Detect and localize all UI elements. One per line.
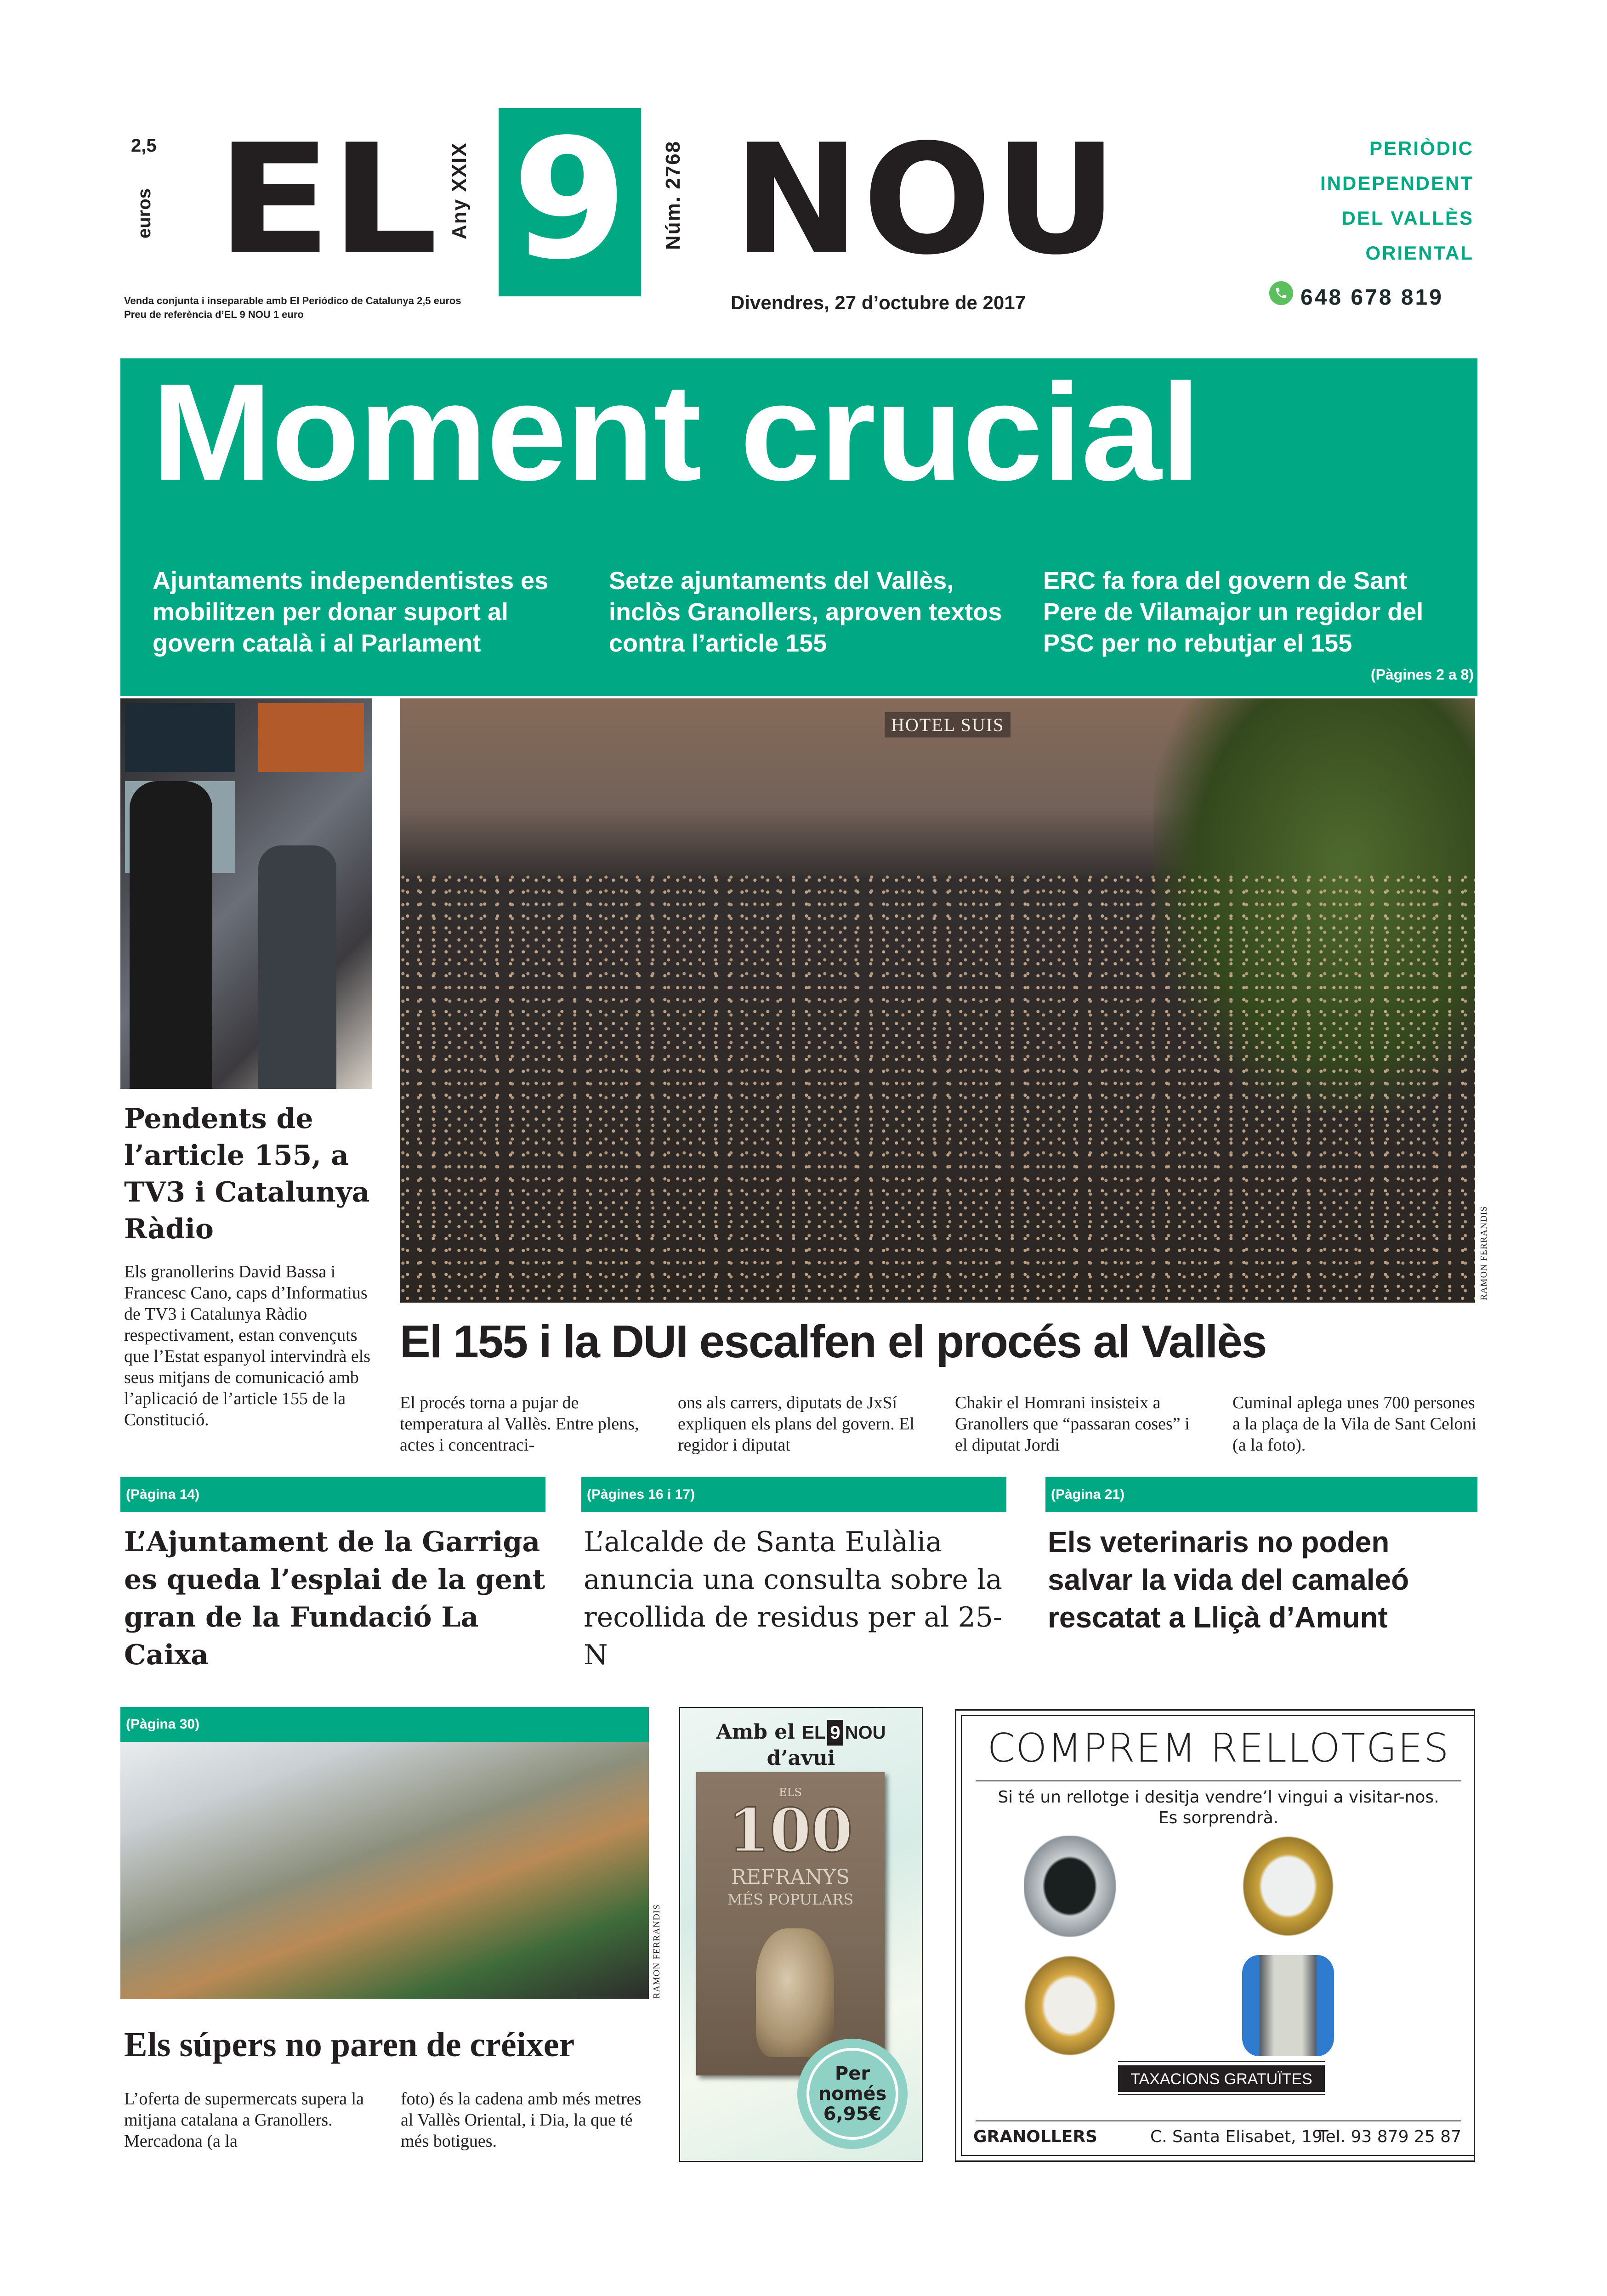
supermarket-photo [120, 1742, 649, 1999]
price: 2,5 [131, 136, 157, 156]
price-badge [797, 2039, 908, 2149]
logo-nine: 9 [512, 103, 628, 296]
whatsapp-phone[interactable]: 648 678 819 [1300, 285, 1443, 310]
book-title-line: REFRANYS [731, 1865, 850, 1889]
tv-studio-photo [120, 698, 372, 1089]
tagline-line: DEL VALLÈS [1341, 207, 1474, 229]
watch-ad-subtitle-2: Es sorprendrà. [1158, 1808, 1279, 1827]
page-ref-16-17 [581, 1477, 1006, 1512]
sale-note [124, 294, 461, 322]
left-story-body: Els granollerins David Bassa i Francesc Cano, caps d’Informatius de TV3 i Catalunya Ràdio respectivament, estan convençuts que l’Estat espanyol intervindrà els seus mitjans de comunicació amb l’aplicació de l’article 155 de la Constitució. [124, 1262, 371, 1429]
book-ad[interactable] [679, 1707, 923, 2162]
section-headline-veterinaris[interactable]: Els veterinaris no poden salvar la vida del camaleó rescatat a Lliçà d’Amunt [1048, 1525, 1409, 1634]
price-badge-inner [806, 2048, 898, 2140]
page-ref-label: (Pàgina 14) [126, 1487, 200, 1502]
watch-ad-frame [961, 1715, 1475, 2156]
page-ref-label: (Pàgina 21) [1051, 1487, 1125, 1502]
tagline-line: PERIÒDIC [1369, 137, 1474, 159]
book-cover [696, 1772, 885, 2075]
main-story-col-1: El procés torna a pujar de temperatura al Vallès. Entre plens, actes i concentraci- [400, 1393, 639, 1455]
tagline-line: ORIENTAL [1365, 242, 1474, 264]
price-badge-line1: Per [835, 2063, 870, 2084]
watch-square-icon [1242, 1955, 1334, 2056]
tagline [1320, 131, 1474, 271]
watch-ad-subtitle-1: Si té un rellotge i desitja vendre’l vingui a visitar-nos. [998, 1788, 1439, 1807]
sale-note-line-1: Venda conjunta i inseparable amb El Periódico de Catalunya 2,5 euros [124, 295, 461, 306]
watch-gold-icon [1242, 1836, 1334, 1937]
watch-chrono-icon [1024, 1955, 1116, 2056]
book-ad-prefix: Amb el [716, 1720, 795, 1744]
page-ref-21 [1045, 1477, 1477, 1512]
super-story-headline[interactable]: Els súpers no paren de créixer [124, 2025, 575, 2064]
lead-summary-3[interactable]: ERC fa fora del govern de Sant Pere de Vilamajor un regidor del PSC per no rebutjar el 155 [1043, 567, 1424, 657]
hotel-sign: HOTEL SUIS [885, 712, 1011, 737]
lead-headline[interactable]: Moment crucial [152, 355, 1200, 509]
page-ref-label: (Pàgina 30) [126, 1717, 200, 1732]
tagline-line: INDEPENDENT [1320, 172, 1474, 194]
mini-logo [802, 1723, 886, 1743]
divider [976, 1780, 1461, 1781]
book-title [696, 1866, 885, 1910]
mini-logo-nine: 9 [827, 1720, 843, 1746]
price-badge-price: 6,95€ [823, 2103, 882, 2125]
watch-ad-phone[interactable]: Tel. 93 879 25 87 [1318, 2127, 1461, 2146]
photo-credit: RAMON FERRANDIS [1479, 1206, 1489, 1300]
book-ad-title [680, 1719, 922, 1771]
main-story-col-4: Cuminal aplega unes 700 persones a la plaça de la Vila de Sant Celoni (a la foto). [1232, 1393, 1476, 1455]
watch-ad-city: GRANOLLERS [973, 2127, 1097, 2146]
watch-ad[interactable] [955, 1709, 1475, 2162]
free-appraisal-badge: TAXACIONS GRATUÏTES [1118, 2065, 1325, 2092]
sale-note-line-2: Preu de referència d’EL 9 NOU 1 euro [124, 309, 304, 320]
price-unit: euros [134, 188, 154, 239]
main-story-col-2: ons als carrers, diputats de JxSí expliquen els plans del govern. El regidor i diputat [678, 1393, 914, 1455]
book-small: ELS [779, 1786, 802, 1799]
year-label: Any XXIX [448, 142, 471, 239]
whatsapp-icon [1269, 281, 1293, 305]
book-number: 100 [728, 1795, 853, 1865]
left-story-headline[interactable]: Pendents de l’article 155, a TV3 i Catalunya Ràdio [124, 1103, 370, 1245]
book-subtitle-line: MÉS POPULARS [727, 1891, 854, 1908]
divider [1118, 2061, 1325, 2062]
main-story-headline[interactable]: El 155 i la DUI escalfen el procés al Vallès [400, 1316, 1266, 1367]
watch-ad-title: COMPREM RELLOTGES [987, 1725, 1450, 1771]
book-ad-line2: d’avui [767, 1746, 835, 1770]
watch-silver-icon [1024, 1836, 1116, 1937]
mini-logo-el: EL [802, 1723, 826, 1743]
photo-credit: RAMON FERRANDIS [652, 1904, 662, 1999]
crowd [400, 873, 1475, 1303]
divider [976, 2120, 1461, 2121]
super-story-col-2: foto) és la cadena amb més metres al Vallès Oriental, i Dia, la que té més botigues. [401, 2089, 642, 2151]
price-badge-line2: només [818, 2083, 887, 2104]
crowd-photo [400, 698, 1475, 1303]
logo-el: EL [216, 112, 437, 288]
issue-date: Divendres, 27 d’octubre de 2017 [731, 292, 1026, 313]
super-story-col-1: L’oferta de supermercats supera la mitjana catalana a Granollers. Mercadona (a la [124, 2089, 364, 2151]
page-ref-label: (Pàgines 16 i 17) [587, 1487, 695, 1502]
lead-summary-1[interactable]: Ajuntaments independentistes es mobilitzen per donar suport al govern català i al Parlament [153, 567, 549, 657]
logo-nou: NOU [733, 112, 1120, 288]
section-headline-garriga[interactable]: L’Ajuntament de la Garriga es queda l’esplai de la gent gran de la Fundació La Caixa [124, 1526, 545, 1671]
sack-illustration [756, 1928, 834, 2057]
watch-ad-address: C. Santa Elisabet, 19 [1150, 2127, 1323, 2146]
issue-number: Núm. 2768 [662, 140, 684, 250]
page-ref-30 [120, 1707, 649, 1742]
page-ref-14 [120, 1477, 545, 1512]
mini-logo-nou: NOU [845, 1723, 886, 1743]
lead-summary-2[interactable]: Setze ajuntaments del Vallès, inclòs Granollers, aproven textos contra l’article 155 [609, 567, 1002, 657]
lead-pages-ref: (Pàgines 2 a 8) [1370, 666, 1474, 683]
main-story-col-3: Chakir el Homrani insisteix a Granollers que “passaran coses” i el diputat Jordi [955, 1393, 1190, 1455]
section-headline-santa-eulalia[interactable]: L’alcalde de Santa Eulàlia anuncia una consulta sobre la recollida de residus per al 25-N [584, 1526, 1003, 1671]
divider [1118, 2094, 1325, 2095]
